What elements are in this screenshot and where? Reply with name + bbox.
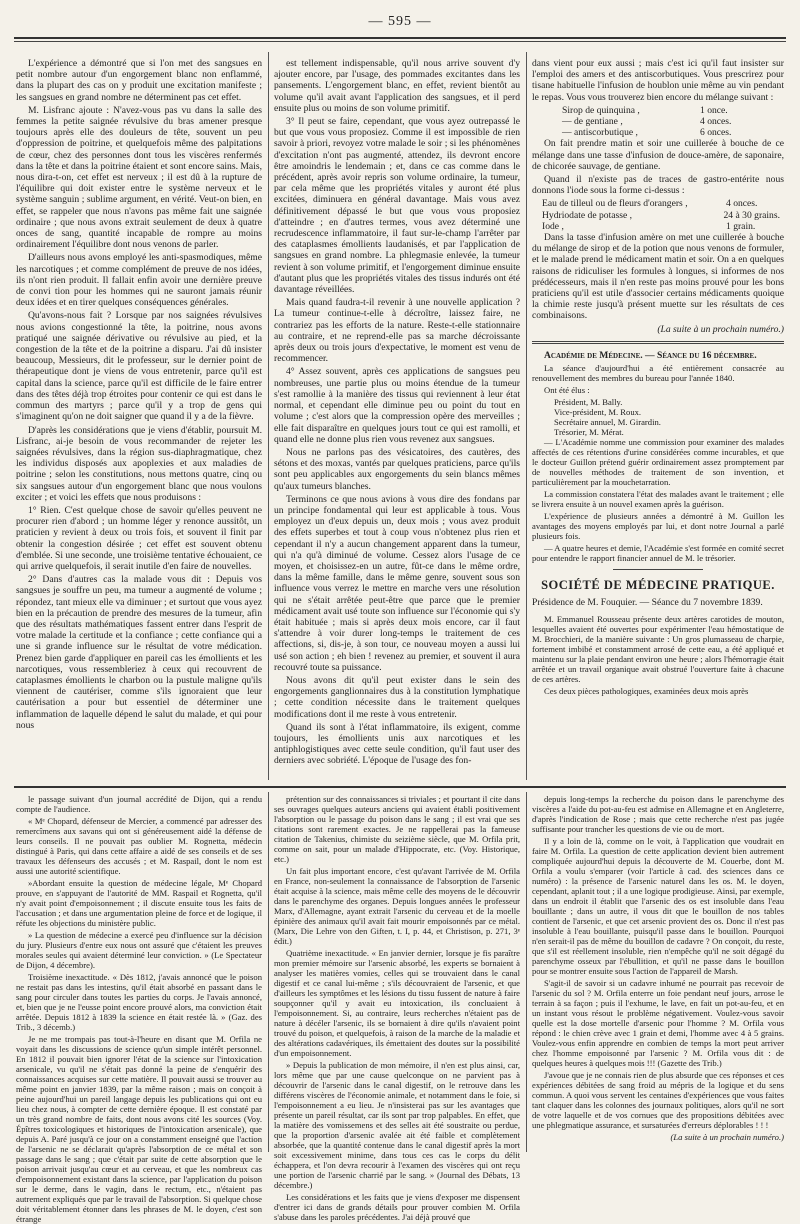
society-paragraph: M. Emmanuel Rousseau présente deux artères carotides de mouton, lesquelles avaient été ouvertes pour expérimenter l'eau hémostatique de M. Brocchieri, de la manière suivante : Un gros plumasseau de charpie, fortement imbibé et constamment arrosé de cette eau, a été appliqué et maintenu sur la plaie pendant environ une heure ; alors l'hémorragie était arrêtée et un travail organique avait obstrué l'ouverture faite à chacune de ces artères.: [532, 614, 784, 685]
paragraph: M. Lisfranc ajoute : N'avez-vous pas vu dans la salle des femmes la petite saignée révulsive du bras amener presque toujours après elle des douleurs de tête, souvent un peu d'oppression de poitrine, et quelquefois même des palpitations de cœur, chez des personnes dont tous les viscères renfermés dans la tête et dans la poitrine étaient et sont encore sains. Mais, nous dira-t-on, cet effet est nerveux ; il est dû à la rupture de l'équilibre qui doit exister entre le système nerveux et le système sanguin ; sublime argument, en vérité. Veut-on bien, en effet, se rappeler que nous n'avons pas même fait une saignée ordinaire ; que nous avons extrait seulement de deux à quatre onces de sang, quantité incapable de rompre au moins ordinairement l'équilibre dont nous venons de parler.: [16, 104, 262, 251]
officer-item: Secrétaire annuel, M. Girardin.: [554, 417, 661, 428]
recipe-quantity: 1 grain.: [726, 220, 756, 232]
recipe-ingredient: — antiscorbutique ,: [562, 127, 638, 139]
col3-mid2: Quand il n'existe pas de traces de gastro-entérite nous donnons l'iode sous la forme ci-dessus :: [532, 174, 784, 197]
elected-label: Ont été élus :: [544, 385, 590, 396]
society-paragraph: Ces deux pièces pathologiques, examinées deux mois après: [544, 686, 749, 697]
recipe-line: [532, 221, 784, 232]
recipe-line: [532, 116, 784, 127]
column-divider: [526, 52, 527, 780]
col3-mid: On fait prendre matin et soir une cuillerée à bouche de ce mélange dans une tasse d'infusion de douce-amère, de saponaire, de chicorée sauvage, de gentiane.: [532, 138, 784, 172]
recipe-ingredient: Hydriodate de potasse ,: [542, 209, 633, 221]
officer-item: Président, M. Bally.: [554, 397, 623, 408]
paragraph: 2° Dans d'autres cas la malade vous dit : Depuis vos sangsues je souffre un peu, ma tumeur a augmenté de volume ; répondez, tant mieux elle va diminuer ; et surtout que vous ayez bien en la précaution de prendre des mesures de la tumeur, afin que des résultats mathématiques fassent entrer dans l'esprit de votre malade la certitude et la confiance ; cette confiance qui a une si grande influence sur le résultat de votre médication. Prenez bien garde d'appliquer en pareil cas les émollients et les narcotiques, vous ressembleriez à ceux qui recouvrent de cataplasmes émollients le charbon ou la pustule maligne qu'ils viennent de cautériser, comme s'ils ignoraient que leur cautérisation a pour but essentiel de déterminer une inflammation de laquelle dépend le salut du malade, et qui pour nous: [16, 574, 262, 731]
society-title: SOCIÉTÉ DE MÉDECINE PRATIQUE.: [541, 578, 775, 593]
to-be-continued: (La suite à un prochain numéro.): [670, 1132, 784, 1142]
paragraph: depuis long-temps la recherche du poison dans le parenchyme des viscères a l'aide du pot-au-feu est admise en Allemagne et en Angleterre, d'après l'indication de Rose ; mais que cette recherche n'est pas jugée suffisante pour trancher les questions de vie ou de mort.: [532, 794, 784, 834]
society-session: Présidence de M. Fouquier. — Séance du 7 novembre 1839.: [532, 597, 763, 609]
paragraph: D'après les considérations que je viens d'établir, poursuit M. Lisfranc, ai-je besoin de vous recommander de rejeter les saignées révulsives, dans la région sus-diaphragmatique, chez les individus disposés aux apoplexies et aux maladies de poitrine ; selon les constitutions, nous mettons quatre, cinq ou six sangsues autour d'un engorgement blanc que nous voulons exciter ; et voici les effets que nous produisons :: [16, 424, 262, 503]
column-divider: [268, 52, 269, 780]
academy-title: Académie de Médecine. — Séance du 16 décembre.: [544, 349, 757, 361]
paragraph: 3° Il peut se faire, cependant, que vous ayez outrepassé le but que vous vous proposiez. Comme il est impossible de rien savoir à priori, revoyez votre malade le soir ; si les phénomènes d'excitation n'ont pas augmenté, attendez, ils devront encore être amoindris le lendemain ; et, dans ce cas comme dans le précédent, après avoir repris son volume ordinaire, la tumeur, par cela même que les propriétés vitales y auront été plus excitées, diminuera en général davantage. Mais vous avez définitivement dépassé le but que vous vous proposiez d'atteindre ; en d'autres termes, vous avez déterminé une recrudescence inflammatoire, il faut sur-le-champ l'arrêter par des cataplasmes émollients laudanisés, et par l'application de sangsues en grand nombre. La phlegmasie enlevée, la tumeur revient à son volume primitif, et l'engorgement diminue ensuite d'autant plus que les propriétés vitales des tissus indurés ont été davantage réveillées.: [274, 116, 520, 296]
academy-paragraph: — A quatre heures et demie, l'Académie s'est formée en comité secret pour entendre le rapport financier annuel de M. le trésorier.: [532, 543, 784, 564]
paragraph: 4° Assez souvent, après ces applications de sangsues peu nombreuses, une partie plus ou moins étendue de la tumeur s'est ramollie à la manière des tissus qui reviennent à leur état normal, et cependant elle diminue peu ou point du tout en volume ; c'est alors que la compression opère des merveilles ; elle fait disparaître en quelques jours tout ce qui est ramolli, et quand elle ne donne plus rien vous revenez aux sangsues.: [274, 366, 520, 445]
paragraph: D'ailleurs nous avons employé les anti-spasmodiques, même les narcotiques ; et comme complément de preuve de nos idées, ils n'ont rien produit. Il fallait enfin avoir une dernière preuve de convi tion pour les hommes qui ne sauront jamais réunir deux idées et en tirer quelques conséquences générales.: [16, 252, 262, 309]
upper-column-3: [532, 58, 784, 782]
recipe-2: [532, 198, 784, 232]
officer-list: [532, 397, 784, 437]
paragraph: » Depuis la publication de mon mémoire, il n'en est plus ainsi, car, lors même que par une cause quelconque on ne parvient pas à découvrir de l'arsenic dans le canal digestif, on le retrouve dans les différens viscères de l'économie animale, et notamment dans le foie, si l'empoisonnement a eu lieu. Je n'insisterai pas sur les avantages que présente un pareil résultat, car ils sont par trop palpables. En effet, que la matière des vomissemens et des selles ait été soustraite ou perdue, que la proportion d'arsenic avalée ait été faible et complètement absorbée, que la quantité contenue dans le canal digestif après la mort soit excessivement minime, dans tous ces cas le corps du délit échappera, et l'on devra recourir à l'examen des viscères qui ont reçu une portion de l'arsenic charrié par le sang. » (Journal des Débats, 13 décembre.): [274, 1060, 520, 1190]
lower-column-3: [532, 794, 784, 1150]
top-rule: [14, 37, 786, 39]
recipe-quantity: 24 à 30 grains.: [723, 209, 780, 221]
recipe-line: [532, 198, 784, 209]
recipe-ingredient: Sirop de quinquina ,: [562, 104, 640, 116]
recipe-quantity: 6 onces.: [700, 127, 732, 139]
paragraph: « Mᵉ Chopard, défenseur de Mercier, a commencé par adresser des remercîmens aux savans qui ont si généreusement aidé la défense de leurs conseils. Il ne pouvait pas oublier M. Rognetta, médecin distingué à Paris, qui dans cette affaire a aidé de ses conseils et de ses travaux les défenseurs des accusés ; et M. Raspail, dont le nom est aussi une autorité scientifique.: [16, 816, 262, 876]
paragraph: Quatrième inexactitude. « En janvier dernier, lorsque je fis paraître mon premier mémoire sur l'arsenic absorbé, les experts se bornaient à analyser les matières vomies, celles qui se trouvaient dans le canal digestif et ce canal lui-même ; s'ils découvraient de l'arsenic, et que d'ailleurs les symptômes et les lésions du tissu fussent de nature à faire soupçonner qu'il y avait eu intoxication, ils concluaient à l'empoisonnement. Si, au contraire, leurs recherches n'étaient pas de nature à décéler l'arsenic, ils se bornaient à dire qu'ils n'avaient point trouvé du poison, et quelquefois, à raison de la marche de la maladie et des altérations cadavériques, ils émettaient des doutes sur la possibilité d'un empoisonnement.: [274, 948, 520, 1058]
recipe-quantity: 1 once.: [700, 104, 728, 116]
upper-column-1: [16, 58, 262, 782]
paragraph: »Abordant ensuite la question de médecine légale, Mᵉ Chopard prouve, en s'appuyant de l'autorité de MM. Raspail et Rognetta, qu'il n'y avait point d'empoisonnement ; il discute ensuite tous les faits de l'accusation ; et dans une argumentation pleine de force et de logique, il réfute les objections du ministère public.: [16, 878, 262, 928]
academy-paragraph: La commission constatera l'état des malades avant le traitement ; elle se livrera ensuite à un nouvel examen après la guérison.: [532, 489, 784, 510]
paragraph: Terminons ce que nous avions à vous dire des fondans par un principe fondamental qui leur est applicable à tous. Vous employez un d'eux depuis un, deux mois ; vous avez produit des effets superbes et tout à coup vous n'obtenez plus rien et cependant il n'y a aucun changement apparent dans la tumeur, qui n'a qu'à diminué de volume. Cessez alors l'usage de ce moyen, et choisissez-en un autre, fût-ce dans le même ordre, dans la même famille, dans le même genre, souvent sous son influence vous verrez le mettre en marche vers une résolution qui ne s'était arrêtée peut-être que parce que le premier médicament avait usé toute son influence sur l'économie qui s'y était habituée ; mais si après deux mois encore, car il faut s'attendre à voir durer long-temps le traitement de ces affections, si, dis-je, à son tour, ce nouveau moyen a aussi lui usé son action ; eh bien ! revenez au premier, et souvent il aura recouvré toute sa puissance.: [274, 493, 520, 673]
paragraph: Quand ils sont à l'état inflammatoire, ils exigent, comme toujours, les émollients unis aux narcotiques et les antiphlogistiques avec cette seule condition, qu'il faut user des derniers avec sobriété. L'époque de l'usage des fon-: [274, 721, 520, 767]
paragraph: prétention sur des connaissances si triviales ; et pourtant il cite dans ses ouvrages quelques auteurs anciens qui avaient établi positivement l'absorption ou le passage du poison dans le sang ; il est vrai que ses citations sont rarement exactes. Je ne rappellerai pas la fameuse citation de Takenius, chimiste du seizième siècle, que M. Orfila prit, comme on sait, pour un malade d'Hippocrate, etc. (Voy. Historique, etc.): [274, 794, 520, 864]
recipe-ingredient: — de gentiane ,: [562, 116, 623, 128]
separator-rule: [613, 569, 703, 570]
paragraph: Troisième inexactitude. « Dès 1812, j'avais annoncé que le poison ne restait pas dans les intestins, qu'il était absorbé en passant dans le sang pour circuler dans toutes les parties du corps. Je l'avais annoncé, et, bien que je ne l'eusse point encore prouvé alors, ma conviction était arrêtée. Depuis 1812 à 1839 la science en était restée là. » (Gaz. des Trib., 3 décemb.): [16, 972, 262, 1032]
officer-item: Vice-président, M. Roux.: [554, 407, 642, 418]
recipe-1: [532, 105, 784, 139]
recipe-ingredient: Eau de tilleul ou de fleurs d'orangers ,: [542, 198, 688, 210]
paragraph: Je ne me trompais pas tout-à-l'heure en disant que M. Orfila ne voyait dans les discussions de science qu'un simple intérêt personnel. En 1812 il pouvait bien ignorer l'état de la science sur l'intoxication arsenicale, vu qu'il ne s'était pas donné la peine de s'enquérir des connaissances acquises sur cette matière. Il pouvait aussi se trouver au même point en janvier 1839, par la même raison ; mais on conçoit à peine aujourd'hui un pareil langage depuis les publications qui ont eu lieu chez nous, à compter de cette dernière époque. Il est constaté par un très grand nombre de faits, dont nous avons cité les sources (Voy. Épîtres toxicologiques et historiques de l'intoxication arsenicale), que depuis A. Paré jusqu'à ce jour on a constamment enseigné que l'action de l'arsenic ne se déclarait qu'après l'absorption de ce métal et son passage dans le sang ; que c'était par suite de cette absorption que le poison arrivait jusqu'au cœur et au cerveau, et que les nombreux cas d'empoisonnement existant dans la science, par l'application du poison sur le derme, dans le vagin, dans le rectum, etc., n'étaient pas autrement expliqués que par le travail de l'absorption. Si quelque chose doit véritablement étonner dans les phrases de M. le doyen, c'est son étrange: [16, 1034, 262, 1224]
paragraph: Un fait plus important encore, c'est qu'avant l'arrivée de M. Orfila en France, non-seulement la connaissance de l'absorption de l'arsenic était acquise à la science, mais même celle des moyens de le découvrir dans le parenchyme des organes. Depuis longues années le professeur Marx, d'Allemagne, ayant extrait l'arsenic du cerveau et de la moelle épinière des animaux qu'il avait fait mourir empoisonnés par ce métal. (Marx, Die Lehre von den Giften, t. I, p. 44, et Christison, p. 271, 3ᵉ édit.): [274, 866, 520, 946]
recipe-ingredient: Iode ,: [542, 220, 564, 232]
to-be-continued: (La suite à un prochain numéro.): [657, 323, 784, 335]
page-number: — 595 —: [368, 14, 432, 29]
section-rule: [532, 341, 784, 344]
mid-rule: [14, 786, 786, 788]
academy-intro: La séance d'aujourd'hui a été entièrement consacrée au renouvellement des membres du bureau pour l'année 1840.: [532, 363, 784, 384]
lower-column-1: [16, 794, 262, 1224]
officer-item: Trésorier, M. Mérat.: [554, 427, 624, 438]
paragraph: Il y a loin de là, comme on le voit, à l'application que voudrait en faire M. Orfila. La question de cette application devient bien autrement compliquée aujourd'hui depuis la découverte de M. Couerbe, dont M. Orfila a voulu s'emparer (voir l'article à cad. des sciences dans ce numéro) : la présence de l'arsenic naturel dans les os. M. le doyen, cependant, aplanit tout ; il a une logique prodigieuse. Ainsi, par exemple, dans un endroit il établit que l'arsenic des os est insoluble dans l'eau bouillante ; dans un autre, il vous dit que le bouillon de nos tables contient de l'arsenic, et que cet arsenic provient des os. Donc il n'est pas insoluble à l'eau bouillante, puisqu'il passe dans le bouillon. Pourquoi n'en serait-il pas de même du bouillon de cadavre ? On conçoit, du reste, que s'il est réellement insoluble, rien n'empêche qu'il ne soit dégagé du parenchyme osseux par l'ébullition, et qu'il ne passe dans le bouillon pour se montrer ensuite sous l'action de l'appareil de Marsh.: [532, 836, 784, 976]
paragraph: 1° Rien. C'est quelque chose de savoir qu'elles peuvent ne procurer rien d'abord ; un homme léger y renonce aussitôt, un praticien y revient à deux ou trois fois, et souvent il finit par obtenir la congestion désirée ; cet effet est souvent obtenu d'emblée. Si une seconde, une troisième tentative échouaient, ce qui arrive quelquefois, il serait inutile d'en faire de nouvelles.: [16, 504, 263, 572]
recipe-quantity: 4 onces.: [700, 116, 732, 128]
paragraph: Nous avons dit qu'il peut exister dans le sein des engorgements ganglionnaires dus à la constitution lymphatique ; cette condition nécessite dans le traitement quelques modifications dont il me reste à vous entretenir.: [274, 674, 520, 720]
recipe-line: [532, 127, 784, 138]
upper-column-2: [274, 58, 520, 782]
paragraph: » La question de médecine a exercé peu d'influence sur la décision du jury. Plusieurs d'entre eux nous ont assuré que c'étaient les preuves morales seules qui avaient déterminé leur conviction. » (Le Spectateur de Dijon, 4 décembre).: [16, 930, 262, 970]
top-rule-thin: [14, 41, 786, 42]
paragraph: Les considérations et les faits que je viens d'exposer me dispensent d'entrer ici dans de grands détails pour prouver combien M. Orfila s'abuse dans les paroles précédentes. J'ai déjà prouvé que: [274, 1192, 520, 1222]
paragraph: est tellement indispensable, qu'il nous arrive souvent d'y ajouter encore, par l'usage, des pommades excitantes dans les pansements. L'engorgement blanc, en effet, revient bientôt au volume qu'il avait avant l'application des sangsues, et il perd ensuite plus ou moins de son volume primitif.: [274, 58, 520, 114]
paragraph: Nous ne parlons pas des vésicatoires, des cautères, des sétons et des moxas, vantés par quelques praticiens, parce qu'ils sont peu applicables aux engorgements du sein blancs mêmes qu'aux tumeurs blanches.: [274, 446, 520, 492]
col3-end: Dans la tasse d'infusion amère on met une cuillerée à bouche du mélange de sirop et de la potion que nous venons de formuler, et le malade prend le médicament matin et soir. On a en quelques raisons de ridiculiser les formules à longues, si informes de nos prédécesseurs, mais il n'en reste pas moins prouvé pour les bons praticiens qu'il est utile d'associer certains médicaments quoique la chimie reste jusqu'à présent muette sur les résultats de ces combinaisons.: [532, 232, 784, 322]
recipe-line: [532, 105, 784, 116]
paragraph: Qu'avons-nous fait ? Lorsque par nos saignées révulsives nous avions congestionné la tête, la poitrine, nous avons pratiqué une saignée dérivative ou révulsive au pied, et la congestion de la tête et de la poitrine a disparu. J'ai dû insister beaucoup, Messieurs, dit le professeur, sur le dernier point de thérapeutique dont je viens de vous entretenir, parce qu'il est capital dans la science, parce qu'il est difficile de le faire entrer dans des têtes déjà trop étroites pour contenir ce qui est dans le commun des martyrs ; parce qu'il y a trop de gens qui s'imaginent qu'on ne doit saigner que quand il y a de la fièvre.: [16, 310, 262, 423]
academy-paragraph: — L'Académie nomme une commission pour examiner des malades affectés de ces rétentions d'urine considérées comme incurables, et que le docteur Guillon prétend guérir ordinairement assez promptement par de nouvelles méthodes de traitement de son invention, et particulièrement par la mouchetarration.: [532, 437, 784, 488]
column-divider: [268, 792, 269, 1152]
paragraph: L'expérience a démontré que si l'on met des sangsues en petit nombre autour d'un engorgement blanc non enflammé, dans la plupart des cas on y produit une excitation manifeste ; les sangsues en grand nombre ne déterminent pas cet effet.: [16, 58, 262, 103]
paragraph: le passage suivant d'un journal accrédité de Dijon, qui a rendu compte de l'audience.: [16, 794, 262, 814]
paragraph: S'agit-il de savoir si un cadavre inhumé ne pourrait pas recevoir de l'arsenic du sol ? M. Orfila enterre un foie pendant neuf jours, arrose le terrain à sa façon ; puis il l'exhume, le lave, en fait un pot-au-feu, et en un instant vous résout le problème négativement. Voulez-vous savoir quelle est la dose mortelle d'arsenic pour l'homme ? M. Orfila vous répond : le chien crève avec 1 grain et demi, l'homme avec 4 à 5 grains. Voulez-vous enfin apprendre en combien de temps la mort peut arriver chez l'homme empoisonné par l'arsenic ? M. Orfila vous dit : de quelques heures à quelques mois !!! (Gazette des Trib.): [532, 978, 784, 1068]
recipe-quantity: 4 onces.: [726, 198, 758, 210]
lower-column-2: [274, 794, 520, 1222]
academy-paragraph: L'expérience de plusieurs années a démontré à M. Guillon les avantages des moyens employés par lui, et dont notre Journal a parlé plusieurs fois.: [532, 511, 784, 542]
col3-intro: dans vient pour eux aussi ; mais c'est ici qu'il faut insister sur l'emploi des amers et des antiscorbutiques. Vous prescrirez pour tisane habituelle l'infusion de houblon unie même au vin pendant le repas. Vous vous trouverez bien encore du mélange suivant :: [532, 58, 784, 103]
recipe-line: [532, 210, 784, 221]
paragraph: Mais quand faudra-t-il revenir à une nouvelle application ? La tumeur continue-t-elle à décroître, laissez faire, ne contrariez pas les efforts de la nature. Reste-t-elle stationnaire au contraire, et ne reprend-elle pas sa marche décroissante après deux ou trois jours d'expectative, le moment est venu de recommencer.: [274, 297, 520, 365]
paragraph: J'avoue que je ne connais rien de plus absurde que ces réponses et ces expériences débitées de sang froid au mépris de la logique et du sens commun. A quoi vous servent les centaines d'expériences que vous faites tant claquer dans les colonnes des journaux politiques, alors qu'il ne sort de votre laquelle et de vos cornues que des propositions débitées avec une phlegmatique assurance, et sursaturées d'erreurs déplorables ! ! !: [532, 1070, 784, 1130]
column-divider: [526, 792, 527, 1152]
